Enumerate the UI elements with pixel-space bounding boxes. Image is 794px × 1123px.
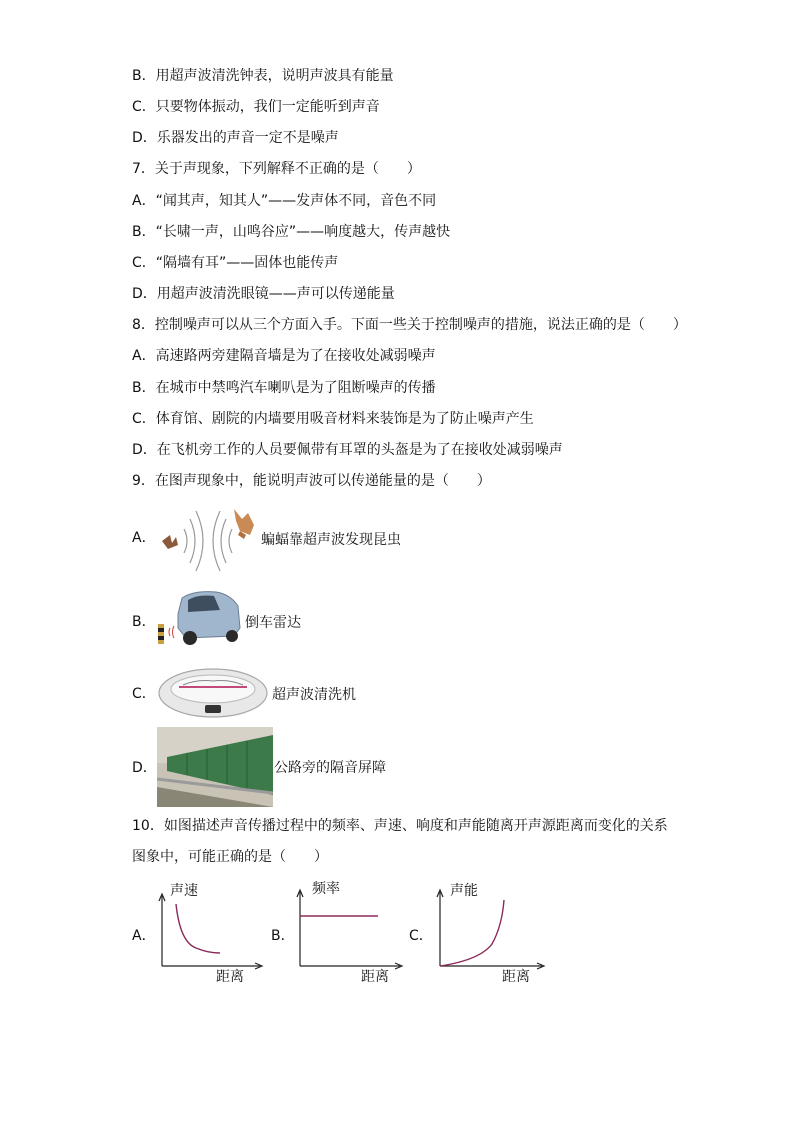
graph-a-ylabel: 声速 [170, 883, 198, 899]
q6-option-c: C．只要物体振动，我们一定能听到声音 [132, 99, 380, 115]
q8-stem: 8．控制噪声可以从三个方面入手。下面一些关于控制噪声的措施，说法正确的是（ ） [132, 317, 687, 333]
graph-a-curve [176, 904, 220, 953]
sound-barrier-icon [157, 727, 273, 807]
q6-option-b: B．用超声波清洗钟表，说明声波具有能量 [132, 68, 394, 84]
q10-option-b-label: B． [271, 928, 295, 944]
q10-stem-line1: 10．如图描述声音传播过程中的频率、声速、响度和声能随离开声源距离而变化的关系 [132, 818, 668, 834]
graph-c-curve [440, 900, 504, 966]
q9-option-c-caption: 超声波清洗机 [272, 687, 356, 703]
ultrasonic-cleaner-icon [157, 665, 269, 721]
graph-a [156, 892, 266, 972]
graph-c [434, 888, 548, 972]
graph-c-ylabel: 声能 [450, 883, 478, 899]
q8-option-b: B．在城市中禁鸣汽车喇叭是为了阻断噪声的传播 [132, 380, 436, 396]
q7-option-c: C．“隔墙有耳”——固体也能传声 [132, 255, 339, 271]
q8-option-a: A．高速路两旁建隔音墙是为了在接收处减弱噪声 [132, 348, 436, 364]
q7-option-b: B．“长啸一声，山鸣谷应”——响度越大，传声越快 [132, 224, 451, 240]
graph-b-xlabel: 距离 [361, 969, 389, 985]
q7-stem: 7．关于声现象，下列解释不正确的是（ ） [132, 161, 421, 177]
graph-b-ylabel: 频率 [312, 881, 340, 897]
graph-a-xlabel: 距离 [216, 969, 244, 985]
q9-stem: 9．在图声现象中，能说明声波可以传递能量的是（ ） [132, 473, 491, 489]
q6-option-d: D．乐器发出的声音一定不是噪声 [132, 130, 339, 146]
q10-option-c-label: C． [409, 928, 433, 944]
graph-b [294, 888, 406, 972]
bat-ultrasound-icon [158, 505, 258, 573]
q8-option-c: C．体育馆、剧院的内墙要用吸音材料来装饰是为了防止噪声产生 [132, 411, 534, 427]
graph-c-xlabel: 距离 [502, 969, 530, 985]
q8-option-d: D．在飞机旁工作的人员要佩带有耳罩的头盔是为了在接收处减弱噪声 [132, 442, 563, 458]
q9-option-a-label: A． [132, 530, 156, 546]
q10-stem-line2: 图象中，可能正确的是（ ） [132, 849, 328, 865]
q9-option-b-label: B． [132, 614, 156, 630]
q7-option-a: A．“闻其声，知其人”——发声体不同，音色不同 [132, 193, 437, 209]
q9-option-a-caption: 蝙蝠靠超声波发现昆虫 [261, 532, 401, 548]
q9-option-b-caption: 倒车雷达 [245, 615, 301, 631]
q9-option-d-label: D． [132, 760, 157, 776]
car-reverse-radar-icon [154, 588, 242, 652]
q9-option-c-label: C． [132, 686, 156, 702]
q10-option-a-label: A． [132, 928, 156, 944]
q9-option-d-caption: 公路旁的隔音屏障 [274, 760, 386, 776]
q7-option-d: D．用超声波清洗眼镜——声可以传递能量 [132, 286, 395, 302]
